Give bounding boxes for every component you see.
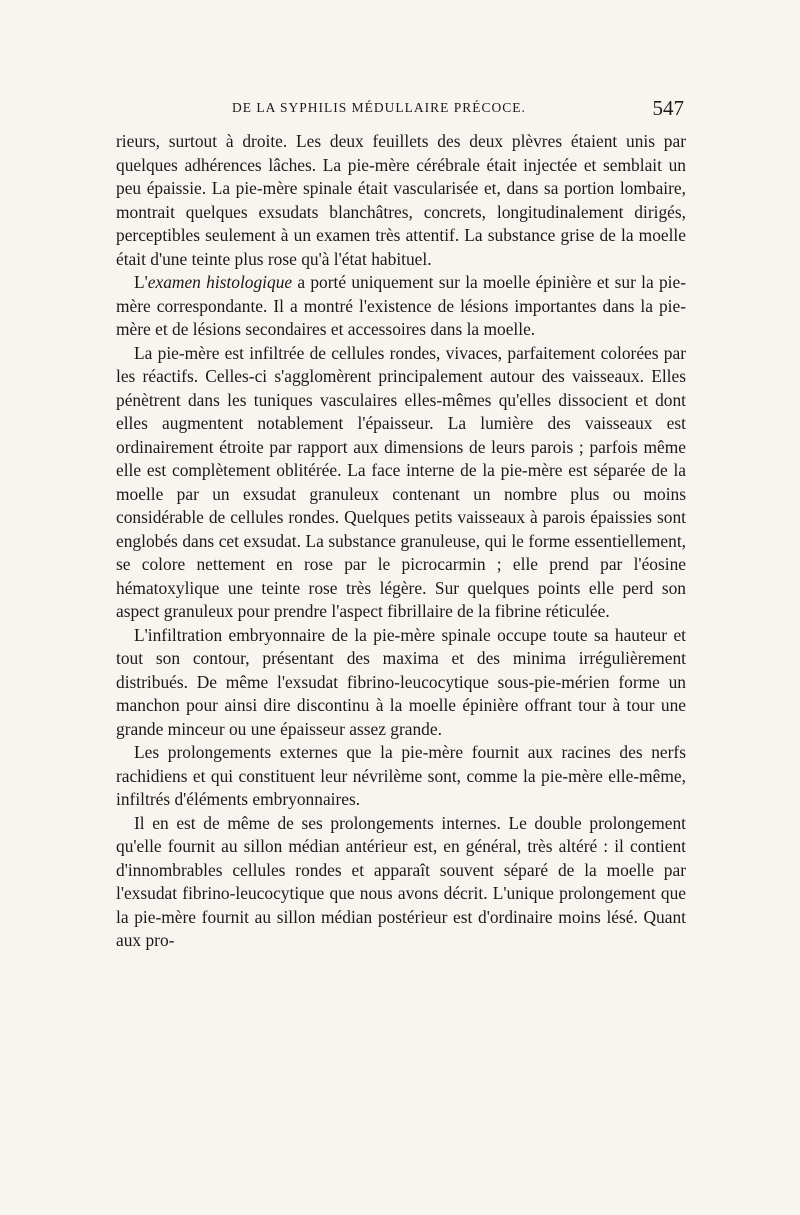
running-head: [116, 96, 686, 130]
paragraph-5: Les prolongements externes que la pie-mère fournit aux racines des nerfs rachidiens et qui constituent leur névrilème sont, comme la pie-mère elle-même, infiltrés d'éléments embryonnaires.: [116, 742, 686, 809]
page-number: 547: [652, 96, 684, 120]
body-text: [116, 130, 686, 953]
paragraph-3: La pie-mère est infiltrée de cellules rondes, vivaces, parfaitement colorées par les réactifs. Celles-ci s'agglomèrent principalement autour des vaisseaux. Elles pénètrent dans les tuniques vasculaires elles-mêmes qu'elles dissocient et dont elles augmentent notablement l'épaisseur. La lumière des vaisseaux est ordinairement étroite par rapport aux dimensions de leurs parois ; parfois même elle est complètement oblitérée. La face interne de la pie-mère est séparée de la moelle par un exsudat granuleux contenant un nombre plus ou moins considérable de cellules rondes. Quelques petits vaisseaux à parois épaissies sont englobés dans cet exsudat. La substance granuleuse, qui le forme essentiellement, se colore nettement en rose par le picrocarmin ; elle prend par l'éosine hématoxylique une teinte rose très légère. Sur quelques points elle perd son aspect granuleux pour prendre l'aspect fibrillaire de la fibrine réticulée.: [116, 342, 686, 621]
running-title: DE LA SYPHILIS MÉDULLAIRE PRÉCOCE.: [232, 100, 526, 115]
paragraph-6: Il en est de même de ses prolongements internes. Le double prolongement qu'elle fournit au sillon médian antérieur est, en général, très altéré : il contient d'innombrables cellules rondes et apparaît souvent séparé de la moelle par l'exsudat fibrino-leucocytique que nous avons décrit. L'unique prolongement que la pie-mère fournit au sillon médian postérieur est d'ordinaire moins lésé. Quant aux pro-: [116, 812, 686, 950]
paragraph-2: [116, 271, 686, 342]
paragraph-4: L'infiltration embryonnaire de la pie-mère spinale occupe toute sa hauteur et tout son contour, présentant des maxima et des minima irrégulièrement distribués. De même l'exsudat fibrino-leucocytique sous-pie-mérien forme un manchon pour ainsi dire discontinu à la moelle épinière offrant tour à tour une grande minceur ou une épaisseur assez grande.: [116, 624, 686, 739]
paragraph-1: rieurs, surtout à droite. Les deux feuillets des deux plèvres étaient unis par quelques adhérences lâches. La pie-mère cérébrale était injectée et semblait un peu épaissie. La pie-mère spinale était vascularisée et, dans sa portion lombaire, montrait quelques exsudats blanchâtres, concrets, longitudinalement dirigés, perceptibles seulement à un examen très attentif. La substance grise de la moelle était d'une teinte plus rose qu'à l'état habituel.: [116, 131, 686, 269]
paragraph-2-text: a porté uniquement sur la moelle épinière et sur la pie-mère correspondante. Il a montré l'existence de lésions importantes dans la pie-mère et de lésions secondaires et accessoires dans la moelle.: [116, 272, 686, 339]
book-page: [116, 96, 686, 953]
paragraph-2-italic-term: examen histologique: [147, 272, 293, 292]
paragraph-2-lead: L': [134, 272, 148, 292]
